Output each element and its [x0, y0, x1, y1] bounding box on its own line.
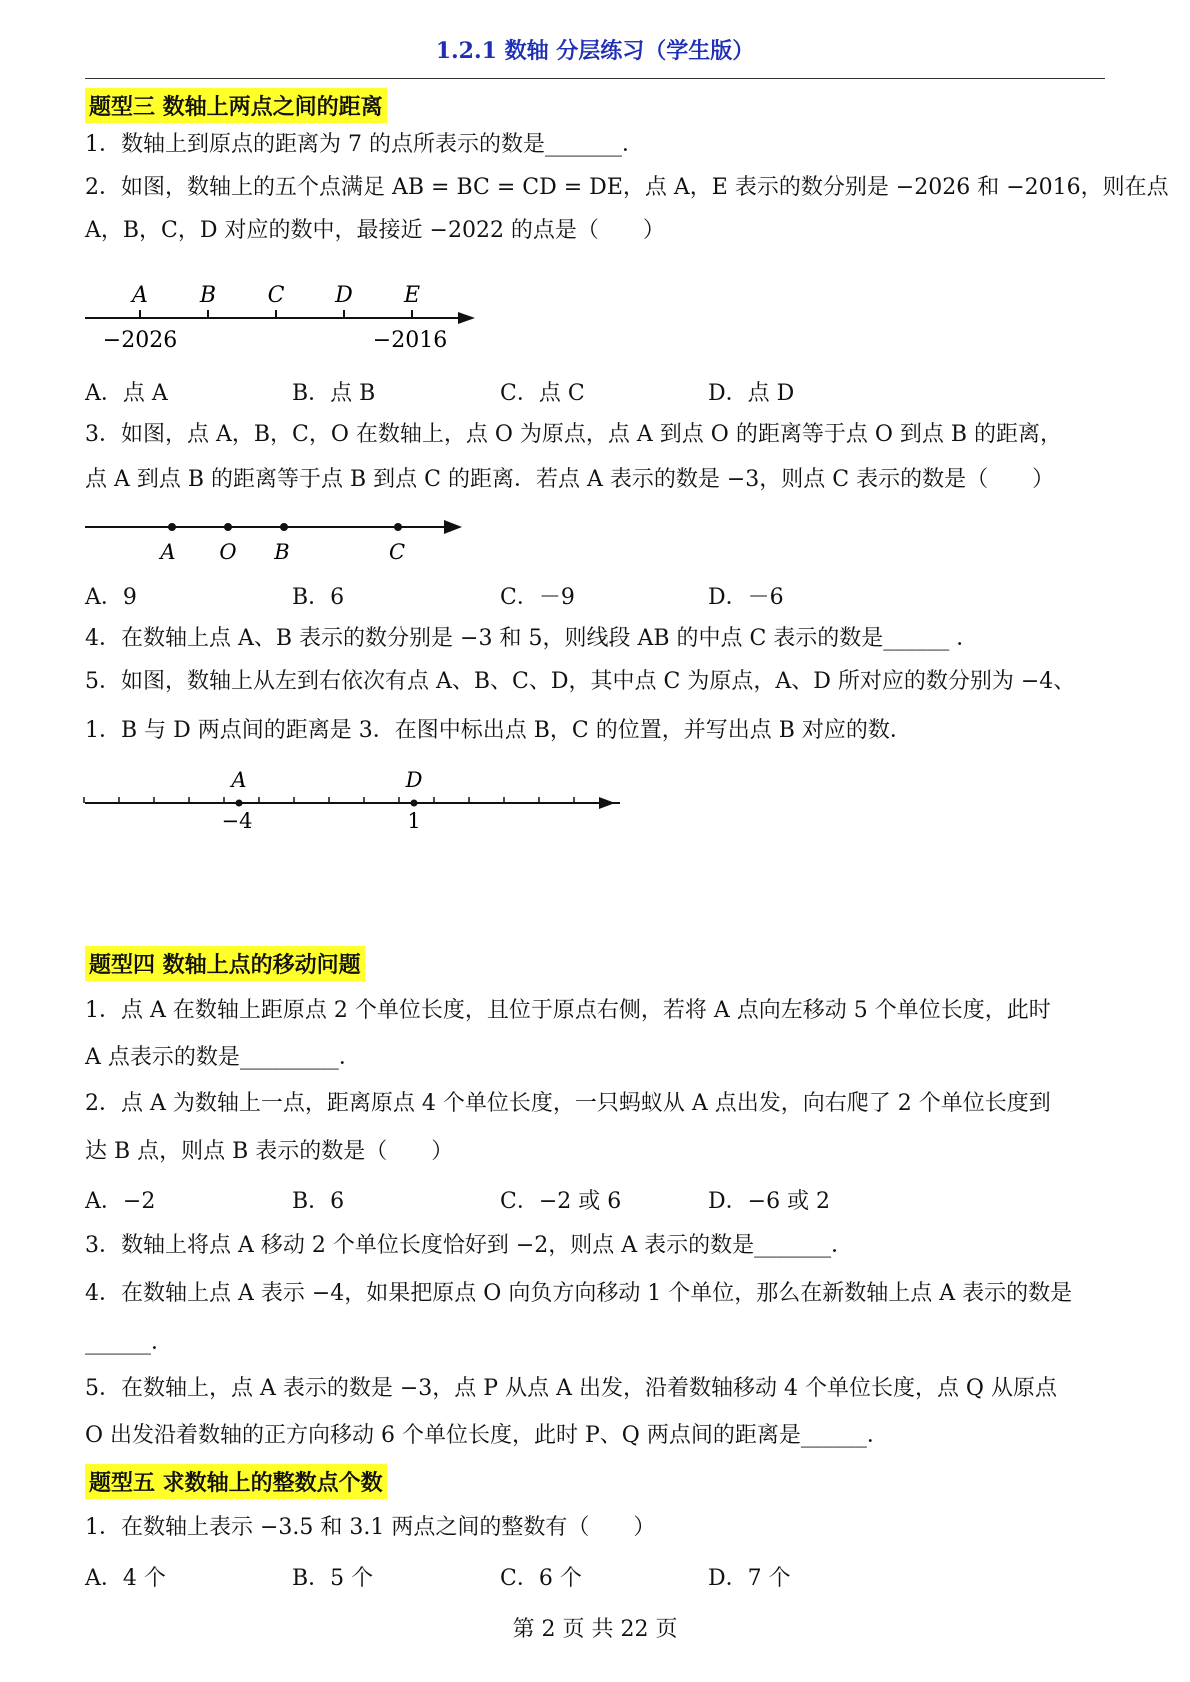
figure-number-line-1 — [80, 276, 480, 356]
section-4-title: 题型四 数轴上点的移动问题 — [85, 946, 365, 981]
fig1-value-right: −2016 — [372, 328, 448, 353]
s3-question-5-line-2: 1．B 与 D 两点间的距离是 3．在图中标出点 B，C 的位置，并写出点 B 对应的数． — [85, 718, 912, 743]
s3-q3-option-a[interactable]: A．9 — [85, 585, 137, 610]
s4-question-4-line-1: 4．在数轴上点 A 表示 −4，如果把原点 O 向负方向移动 1 个单位，那么在新数轴上点 A 表示的数是 — [85, 1281, 1073, 1306]
s3-question-2-line-2: A，B，C，D 对应的数中，最接近 −2022 的点是（ ） — [85, 218, 665, 243]
fig1-label-e: E — [403, 283, 421, 308]
fig1-label-d: D — [335, 283, 353, 308]
s4-q2-option-c[interactable]: C．−2 或 6 — [500, 1189, 622, 1214]
s4-question-5-line-1: 5．在数轴上，点 A 表示的数是 −3，点 P 从点 A 出发，沿着数轴移动 4 个单位长度，点 Q 从原点 — [85, 1376, 1057, 1401]
s4-question-2-line-1: 2．点 A 为数轴上一点，距离原点 4 个单位长度，一只蚂蚁从 A 点出发，向右爬了 2 个单位长度到 — [85, 1091, 1051, 1116]
s4-q2-option-d[interactable]: D．−6 或 2 — [708, 1189, 831, 1214]
fig3-value-a: −4 — [221, 809, 253, 833]
fig2-label-o: O — [219, 540, 237, 564]
fig1-value-left: −2026 — [102, 328, 178, 353]
fig3-value-d: 1 — [407, 809, 421, 833]
fig1-label-c: C — [267, 283, 285, 308]
section-3-title: 题型三 数轴上两点之间的距离 — [85, 88, 387, 123]
s4-question-1-line-2: A 点表示的数是_________． — [85, 1045, 361, 1070]
s4-question-2-line-2: 达 B 点，则点 B 表示的数是（ ） — [85, 1139, 454, 1164]
s5-q1-option-b[interactable]: B．5 个 — [292, 1566, 374, 1591]
s5-q1-option-d[interactable]: D．7 个 — [708, 1566, 791, 1591]
s3-question-5-line-1: 5．如图，数轴上从左到右依次有点 A、B、C、D，其中点 C 为原点，A、D 所对应的数分别为 −4、 — [85, 669, 1076, 694]
s3-question-4: 4．在数轴上点 A、B 表示的数分别是 −3 和 5，则线段 AB 的中点 C 表示的数是______ ． — [85, 626, 979, 651]
s5-q1-option-a[interactable]: A．4 个 — [85, 1566, 166, 1591]
s4-question-1-line-1: 1．点 A 在数轴上距原点 2 个单位长度，且位于原点右侧，若将 A 点向左移动 5 个单位长度，此时 — [85, 998, 1051, 1023]
fig1-label-b: B — [199, 283, 217, 308]
s5-question-1: 1．在数轴上表示 −3.5 和 3.1 两点之间的整数有（ ） — [85, 1515, 656, 1540]
s3-question-2-line-1: 2．如图，数轴上的五个点满足 AB = BC = CD = DE，点 A，E 表示的数分别是 −2026 和 −2016，则在点 — [85, 175, 1169, 200]
s4-q2-option-b[interactable]: B．6 — [292, 1189, 345, 1214]
figure-number-line-3 — [80, 765, 620, 835]
s3-question-3-line-1: 3．如图，点 A，B，C，O 在数轴上，点 O 为原点，点 A 到点 O 的距离等于点 O 到点 B 的距离， — [85, 422, 1063, 447]
fig2-label-c: C — [388, 540, 406, 564]
fig3-label-a: A — [231, 768, 247, 792]
s3-q3-option-b[interactable]: B．6 — [292, 585, 345, 610]
s5-q1-option-c[interactable]: C．6 个 — [500, 1566, 582, 1591]
s3-q2-option-d[interactable]: D．点 D — [708, 381, 795, 406]
page-title: 1.2.1 数轴 分层练习（学生版） — [435, 38, 755, 64]
s3-question-3-line-2: 点 A 到点 B 的距离等于点 B 到点 C 的距离．若点 A 表示的数是 −3，则点 C 表示的数是（ ） — [85, 467, 1055, 492]
fig1-label-a: A — [132, 283, 148, 308]
s4-question-4-line-2: ______． — [85, 1330, 174, 1355]
s3-q3-option-d[interactable]: D．－6 — [708, 585, 784, 610]
page-footer: 第 2 页 共 22 页 — [512, 1617, 678, 1642]
header-rule — [85, 78, 1105, 79]
s3-q2-option-a[interactable]: A．点 A — [85, 381, 168, 406]
s4-question-5-line-2: O 出发沿着数轴的正方向移动 6 个单位长度，此时 P、Q 两点间的距离是______． — [85, 1423, 889, 1448]
s3-question-1: 1．数轴上到原点的距离为 7 的点所表示的数是_______． — [85, 132, 644, 157]
s3-q2-option-b[interactable]: B．点 B — [292, 381, 376, 406]
s3-q3-option-c[interactable]: C．－9 — [500, 585, 575, 610]
fig3-label-d: D — [405, 768, 423, 792]
s4-question-3: 3．数轴上将点 A 移动 2 个单位长度恰好到 −2，则点 A 表示的数是_______． — [85, 1233, 854, 1258]
section-5-title: 题型五 求数轴上的整数点个数 — [85, 1464, 387, 1499]
figure-number-line-2 — [80, 512, 470, 582]
fig2-label-a: A — [160, 540, 176, 564]
s4-q2-option-a[interactable]: A．−2 — [85, 1189, 156, 1214]
s3-q2-option-c[interactable]: C．点 C — [500, 381, 585, 406]
fig2-label-b: B — [274, 540, 290, 564]
